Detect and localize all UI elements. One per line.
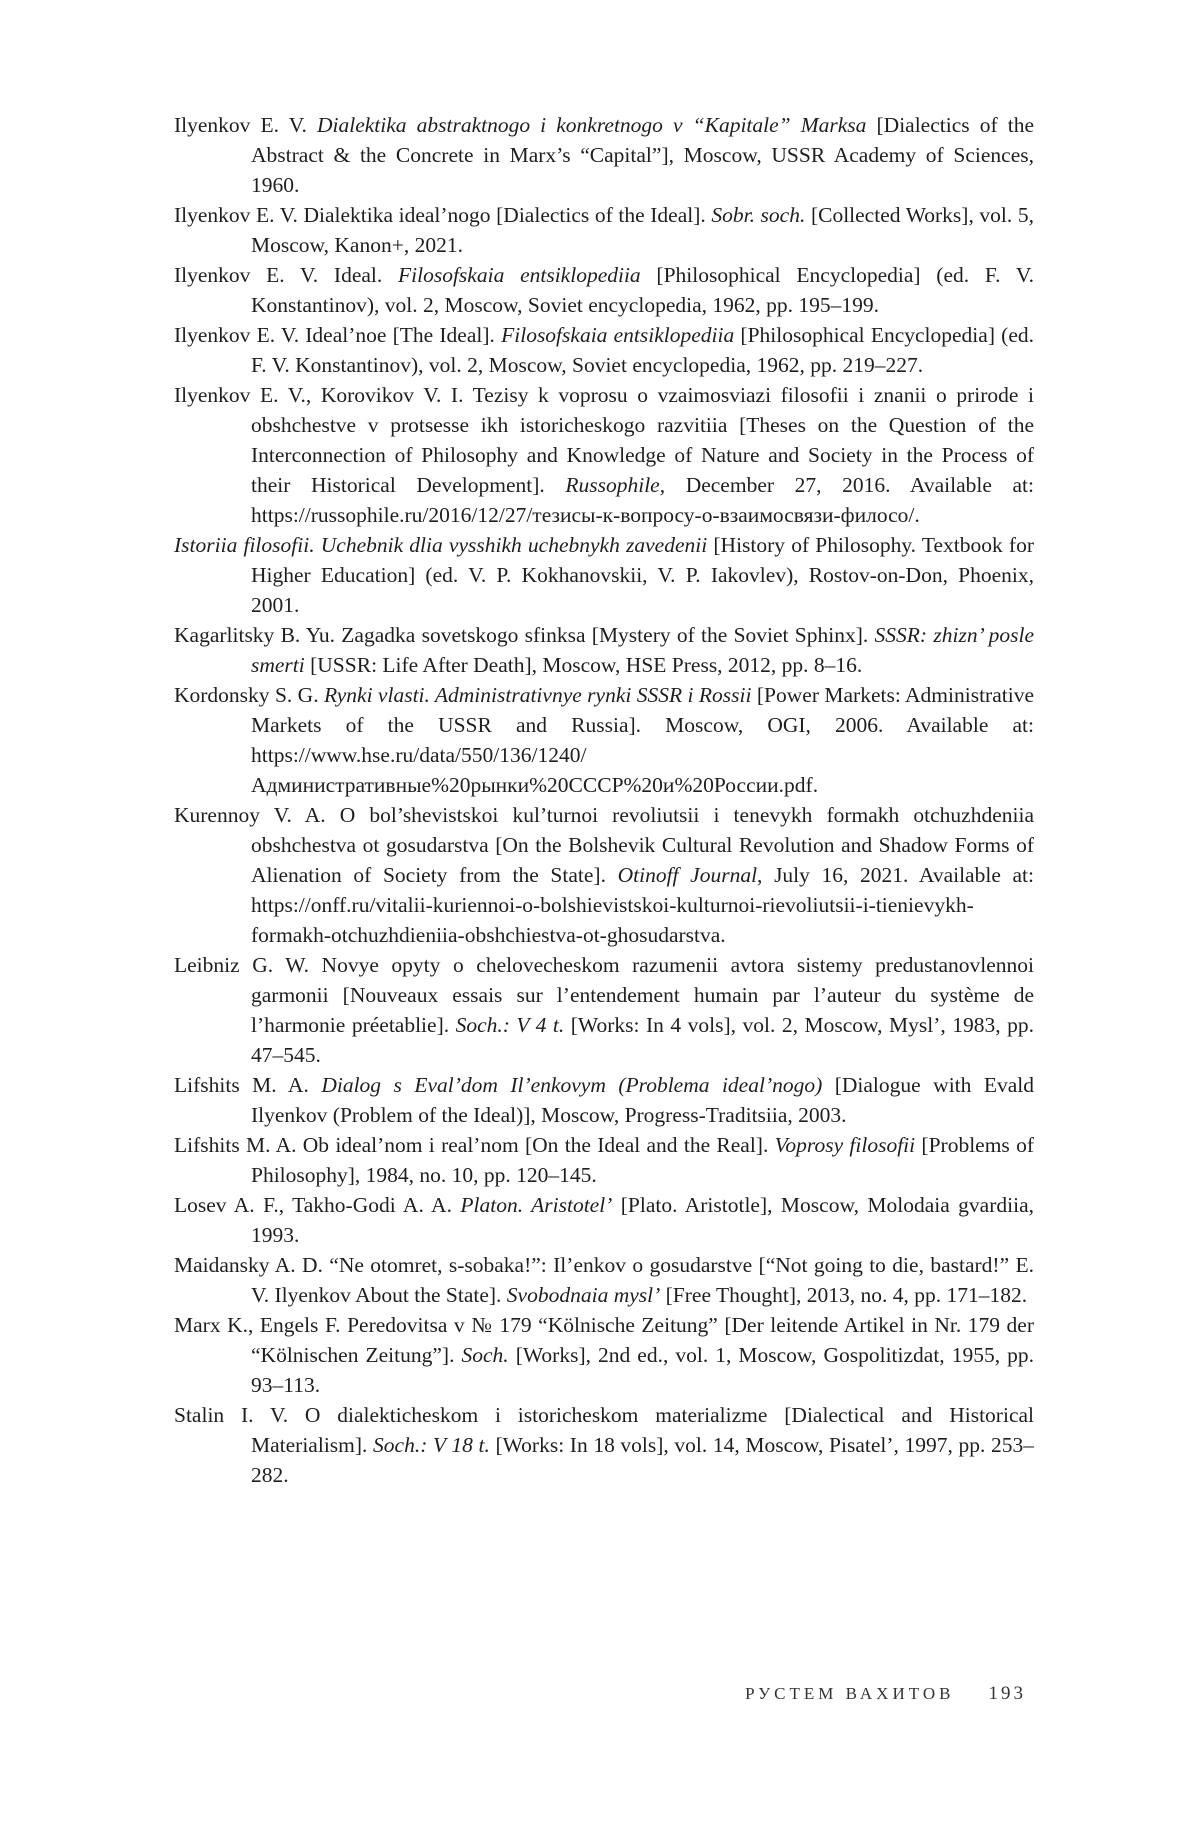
bibliography-entry xyxy=(174,530,1034,620)
entry-title-italic: Dialog s Eval’dom Il’enkovym (Problema ideal’nogo) xyxy=(321,1073,823,1097)
bibliography-entry xyxy=(174,1070,1034,1130)
entry-title-italic: Soch. xyxy=(461,1343,509,1367)
entry-title-italic: Svobodnaia mysl’ xyxy=(506,1283,661,1307)
entry-text: [Collected Works], vol. 5, Moscow, Kanon+, 2021. xyxy=(251,203,1034,257)
bibliography-entry xyxy=(174,1190,1034,1250)
entry-text: Ilyenkov E. V., Korovikov V. I. Tezisy k voprosu o vzaimosviazi filosofii i znanii o prirode i obshchestve v protsesse ikh istoricheskogo razvitiia [Theses on the Question of the Interconnection of Philosophy and Knowledge of Nature and Society in the Process of their Historical Development]. xyxy=(174,383,1034,497)
entry-title-italic: Voprosy filosofii xyxy=(774,1133,916,1157)
entry-text: [Problems of Philosophy], 1984, no. 10, pp. 120–145. xyxy=(251,1133,1035,1187)
entry-text: Stalin I. V. O dialekticheskom i istoricheskom materializme [Dialectical and Historical Materialism]. xyxy=(174,1403,1034,1457)
entry-text: Ilyenkov E. V. Dialektika ideal’nogo [Dialectics of the Ideal]. xyxy=(174,203,712,227)
bibliography-entry xyxy=(174,1310,1034,1400)
entry-text: [USSR: Life After Death], Moscow, HSE Press, 2012, pp. 8–16. xyxy=(304,653,863,677)
bibliography-entry xyxy=(174,1130,1034,1190)
entry-text: Lifshits M. A. xyxy=(174,1073,322,1097)
entry-text: , July 16, 2021. Available at: https://onff.ru/vitalii-kuriennoi-o-bolshievistskoi-kulturnoi-rievoliutsii-i-tienievykh-formakh-otchuzhdieniia-obshchiestva-ot-ghosudarstva. xyxy=(251,863,1034,947)
entry-text: [Dialogue with Evald Ilyenkov (Problem of the Ideal)], Moscow, Progress-Traditsiia, 2003. xyxy=(251,1073,1035,1127)
entry-text: Kordonsky S. G. xyxy=(174,683,324,707)
entry-title-italic: Sobr. soch. xyxy=(711,203,806,227)
entry-title-italic: Dialektika abstraktnogo i konkretnogo v “Kapitale” Marksa xyxy=(316,113,867,137)
entry-text: [Works: In 4 vols], vol. 2, Moscow, Mysl’, 1983, pp. 47–545. xyxy=(251,1013,1035,1067)
bibliography-entry xyxy=(174,950,1034,1070)
entry-text: [Dialectics of the Abstract & the Concrete in Marx’s “Capital”], Moscow, USSR Academy of Sciences, 1960. xyxy=(251,113,1034,197)
bibliography-entry xyxy=(174,680,1034,800)
entry-text: [Free Thought], 2013, no. 4, pp. 171–182. xyxy=(660,1283,1028,1307)
running-head: РУСТЕМ ВАХИТОВ xyxy=(745,1684,955,1703)
entry-text: Ilyenkov E. V. Ideal’noe [The Ideal]. xyxy=(174,323,502,347)
entry-text: Ilyenkov E. V. Ideal. xyxy=(174,263,399,287)
entry-title-italic: Otinoff Journal xyxy=(617,863,758,887)
entry-text: [History of Philosophy. Textbook for Higher Education] (ed. V. P. Kokhanovskii, V. P. Iakovlev), Rostov-on-Don, Phoenix, 2001. xyxy=(251,533,1034,617)
page-footer xyxy=(745,1683,1026,1705)
bibliography-entry xyxy=(174,320,1034,380)
entry-text: Kurennoy V. A. O bol’shevistskoi kul’turnoi revoliutsii i tenevykh formakh otchuzhdeniia obshchestva ot gosudarstva [On the Bolshevik Cultural Revolution and Shadow Forms of Alienation of Society from the State]. xyxy=(174,803,1034,887)
bibliography-entry xyxy=(174,110,1034,200)
entry-text: [Philosophical Encyclopedia] (ed. F. V. Konstantinov), vol. 2, Moscow, Soviet encyclopedia, 1962, pp. 195–199. xyxy=(251,263,1034,317)
entry-title-italic: Filosofskaia entsiklopediia xyxy=(398,263,641,287)
entry-text: [Works: In 18 vols], vol. 14, Moscow, Pisatel’, 1997, pp. 253–282. xyxy=(251,1433,1034,1487)
entry-title-italic: Istoriia filosofii. Uchebnik dlia vysshikh uchebnykh zavedenii xyxy=(174,533,708,557)
entry-text: [Power Markets: Administrative Markets of the USSR and Russia]. Moscow, OGI, 2006. Available at: https://www.hse.ru/data/550/136/1240/Административные%20рынки%20СССР%20и%20России.pdf. xyxy=(251,683,1034,797)
entry-text: Maidansky A. D. “Ne otomret, s-sobaka!”: Il’enkov o gosudarstve [“Not going to die, bastard!” E. V. Ilyenkov About the State]. xyxy=(174,1253,1034,1307)
bibliography-entry xyxy=(174,380,1034,530)
bibliography-entry xyxy=(174,1400,1034,1490)
bibliography-list xyxy=(174,110,1034,1490)
entry-text: [Works], 2nd ed., vol. 1, Moscow, Gospolitizdat, 1955, pp. 93–113. xyxy=(251,1343,1034,1397)
bibliography-entry xyxy=(174,620,1034,680)
entry-title-italic: Platon. Aristotel’ xyxy=(460,1193,613,1217)
entry-title-italic: Filosofskaia entsiklopediia xyxy=(501,323,735,347)
entry-text: [Plato. Aristotle], Moscow, Molodaia gvardiia, 1993. xyxy=(251,1193,1035,1247)
entry-text: Kagarlitsky B. Yu. Zagadka sovetskogo sfinksa [Mystery of the Soviet Sphinx]. xyxy=(174,623,875,647)
entry-title-italic: Russophile xyxy=(565,473,660,497)
entry-text: Losev A. F., Takho-Godi A. A. xyxy=(174,1193,461,1217)
entry-text: Lifshits M. A. Ob ideal’nom i real’nom [On the Ideal and the Real]. xyxy=(174,1133,775,1157)
entry-title-italic: Soch.: V 18 t. xyxy=(373,1433,490,1457)
entry-title-italic: Rynki vlasti. Administrativnye rynki SSSR i Rossii xyxy=(323,683,752,707)
bibliography-entry xyxy=(174,260,1034,320)
entry-title-italic: Soch.: V 4 t. xyxy=(455,1013,565,1037)
entry-text: [Philosophical Encyclopedia] (ed. F. V. Konstantinov), vol. 2, Moscow, Soviet encyclopedia, 1962, pp. 219–227. xyxy=(251,323,1035,377)
entry-text: Marx K., Engels F. Peredovitsa v № 179 “Kölnische Zeitung” [Der leitende Artikel in Nr. 179 der “Kölnischen Zeitung”]. xyxy=(174,1313,1034,1367)
bibliography-entry xyxy=(174,200,1034,260)
entry-title-italic: SSSR: zhizn’ posle smerti xyxy=(251,623,1034,677)
bibliography-entry xyxy=(174,1250,1034,1310)
entry-text: , December 27, 2016. Available at: https://russophile.ru/2016/12/27/тезисы-к-вопросу-о-взаимосвязи-филосо/. xyxy=(251,473,1034,527)
entry-text: Ilyenkov E. V. xyxy=(174,113,317,137)
entry-text: Leibniz G. W. Novye opyty o chelovecheskom razumenii avtora sistemy predustanovlennoi garmonii [Nouveaux essais sur l’entendement humain par l’auteur du système de l’harmonie préetablie]. xyxy=(174,953,1034,1037)
page-number: 193 xyxy=(988,1683,1026,1704)
bibliography-entry xyxy=(174,800,1034,950)
